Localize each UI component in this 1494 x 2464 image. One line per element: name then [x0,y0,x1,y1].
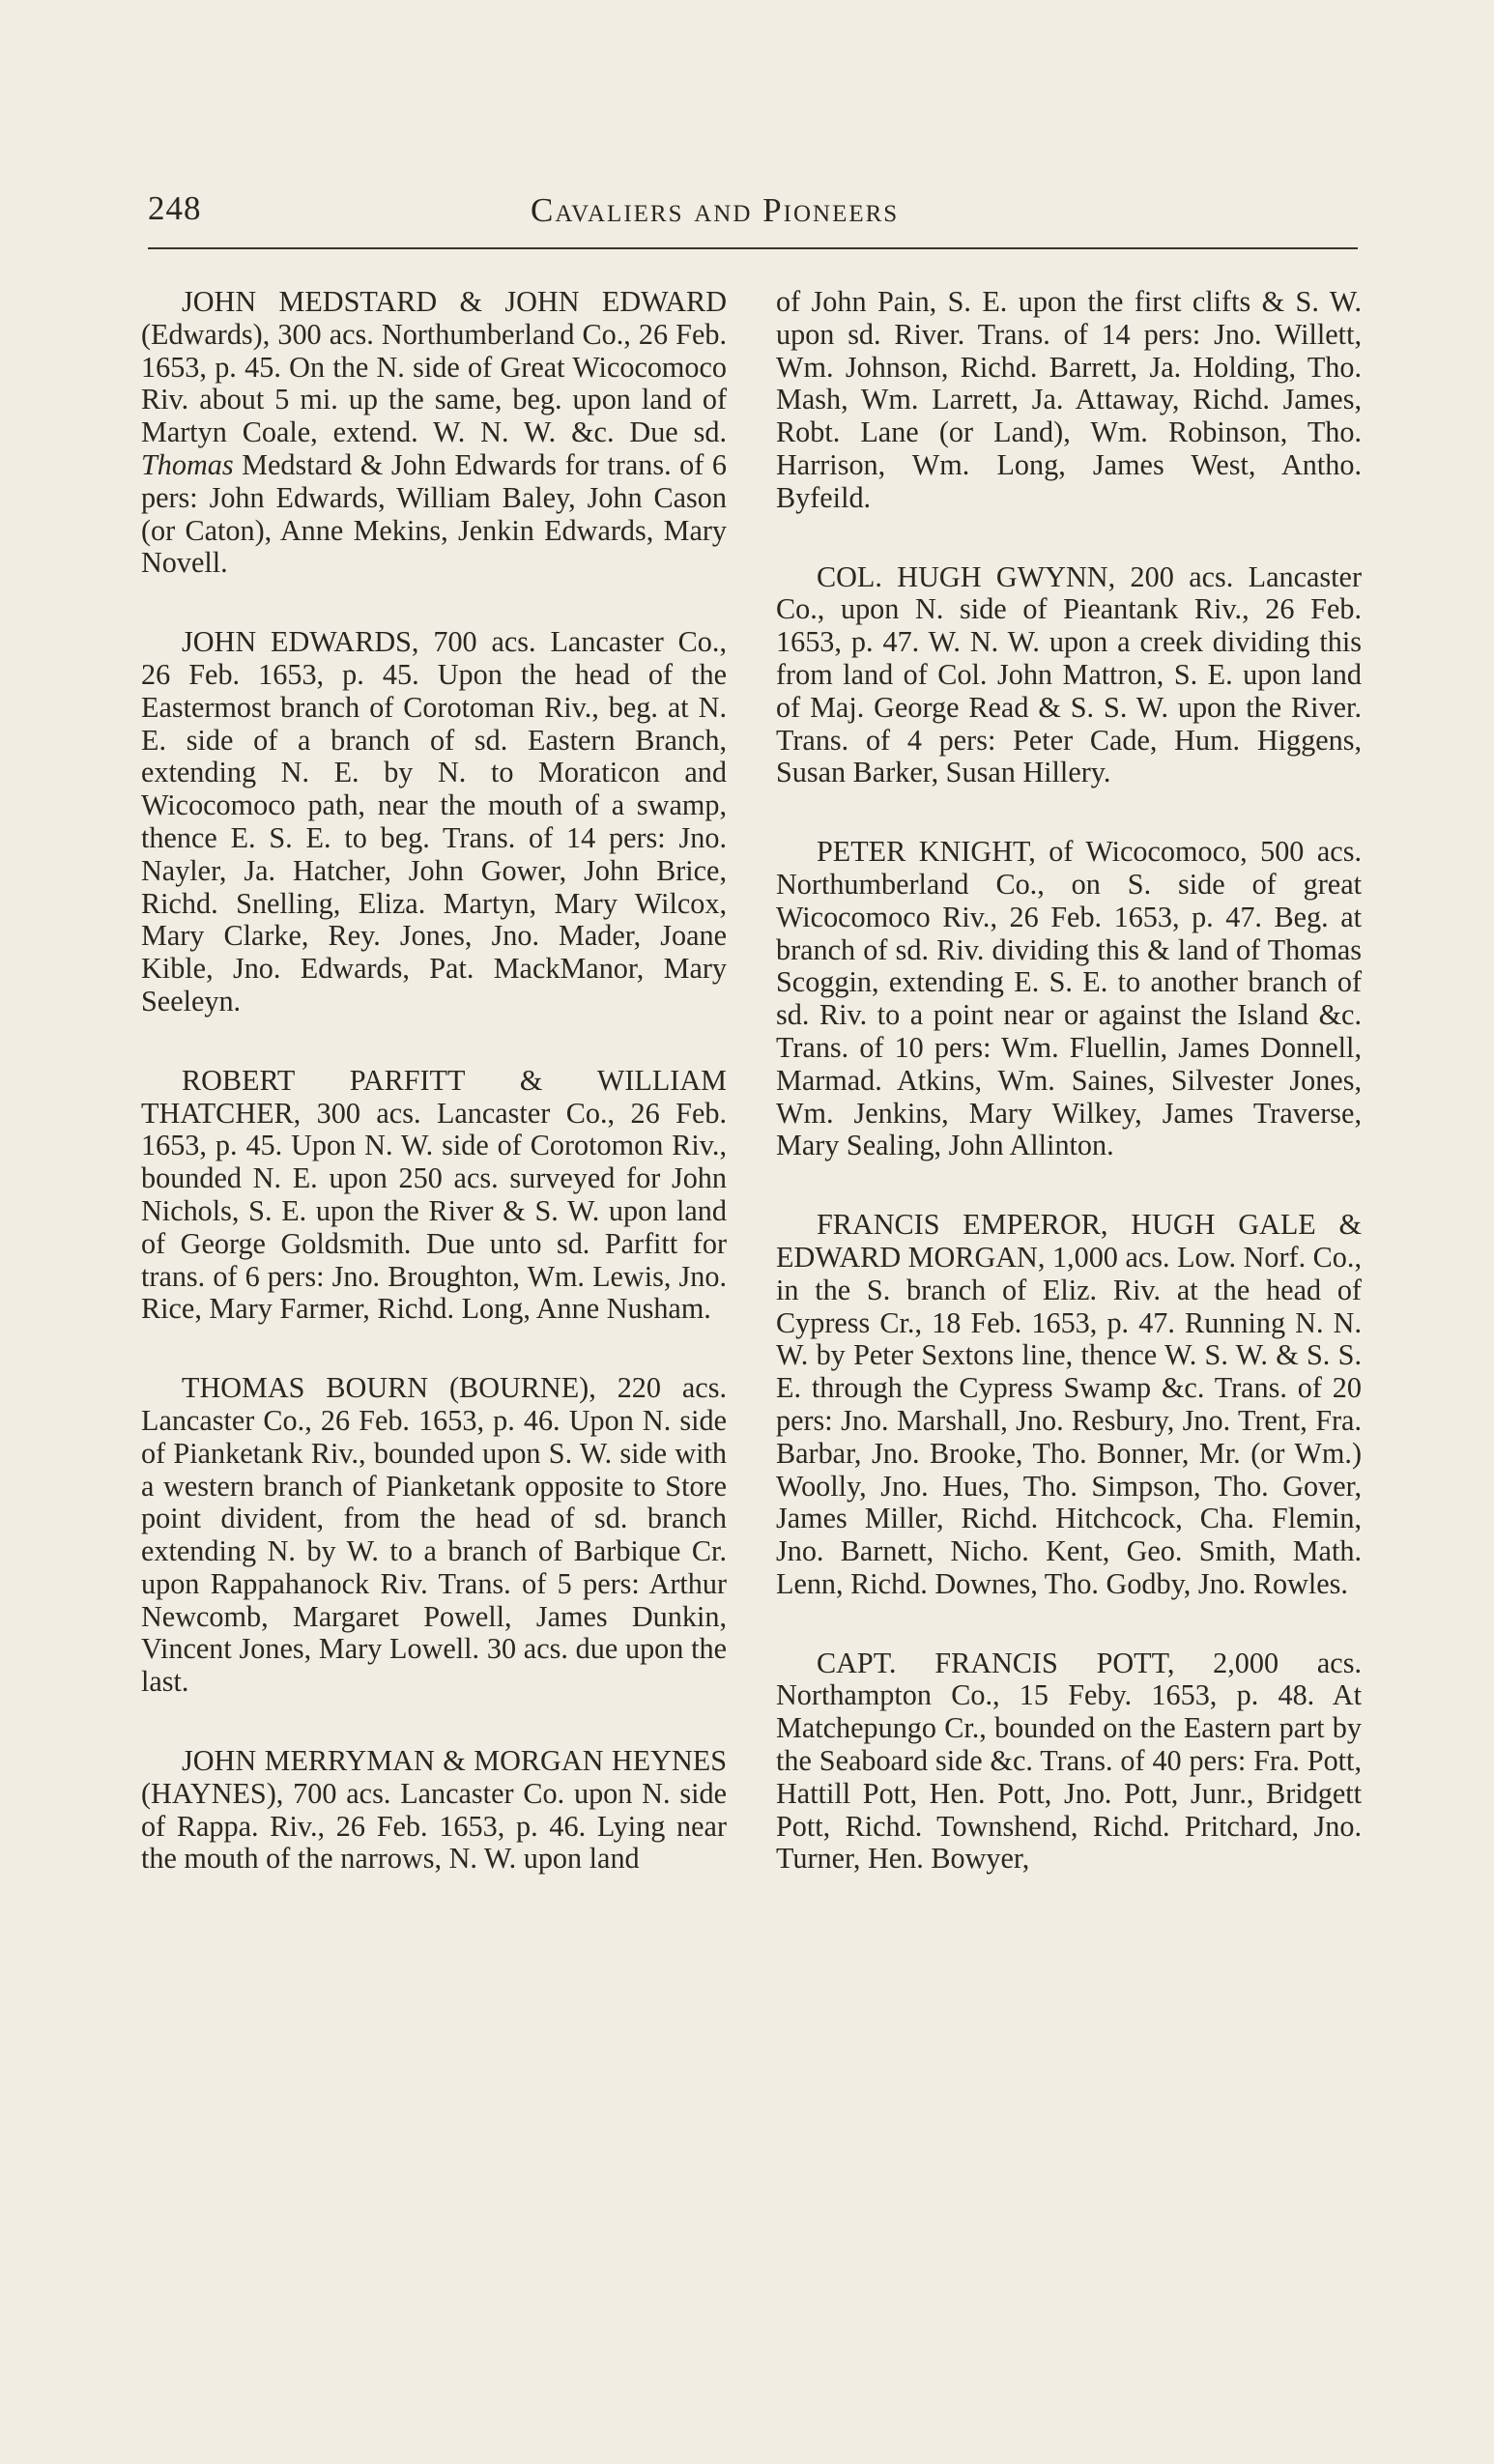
entry-text: JOHN MEDSTARD & JOHN EDWARD (Edwards), 300 acs. Northumberland Co., 26 Feb. 1653, p. 45. On the N. side of Great Wicocomoco Riv. about 5 mi. up the same, beg. upon land of Martyn Coale, extend. W. N. W. &c. Due sd. [141,285,727,449]
page-header [148,189,1358,257]
running-title: Cavaliers and Pioneers [531,191,900,229]
entry-hugh-gwynn: COL. HUGH GWYNN, 200 acs. Lancaster Co., upon N. side of Pieantank Riv., 26 Feb. 1653, p. 47. W. N. W. upon a creek dividing this from land of Col. John Mattron, S. E. upon land of Maj. George Read & S. S. W. upon the River. Trans. of 4 pers: Peter Cade, Hum. Higgens, Susan Barker, Susan Hillery. [776,559,1362,789]
entry-john-merryman: JOHN MERRYMAN & MORGAN HEYNES (HAYNES), 700 acs. Lancaster Co. upon N. side of Rappa. Riv., 26 Feb. 1653, p. 46. Lying near the mouth of the narrows, N. W. upon land [141,1744,727,1876]
page-number: 248 [148,189,202,227]
entry-peter-knight: PETER KNIGHT, of Wicocomoco, 500 acs. Northumberland Co., on S. side of great Wicocomoco Riv., 26 Feb. 1653, p. 47. Beg. at branch of sd. Riv. dividing this & land of Thomas Scoggin, extending E. S. E. to another branch of sd. Riv. to a point near or against the Island &c. Trans. of 10 pers: Wm. Fluellin, James Donnell, Marmad. Atkins, Wm. Saines, Silvester Jones, Wm. Jenkins, Mary Wilkey, James Traverse, Mary Sealing, John Allinton. [776,835,1362,1162]
entry-thomas-bourn: THOMAS BOURN (BOURNE), 220 acs. Lancaster Co., 26 Feb. 1653, p. 46. Upon N. side of Pianketank Riv., bounded upon S. W. side with a western branch of Pianketank opposite to Store point divident, from the head of sd. branch extending N. by W. to a branch of Barbique Cr. upon Rappahanock Riv. Trans. of 5 pers: Arthur Newcomb, Margaret Powell, James Dunkin, Vincent Jones, Mary Lowell. 30 acs. due upon the last. [141,1371,727,1699]
entry-john-merryman-continued: of John Pain, S. E. upon the first clifts & S. W. upon sd. River. Trans. of 14 pers: Jno. Willett, Wm. Johnson, Richd. Barrett, Ja. Holding, Tho. Mash, Wm. Larrett, Ja. Attaway, Richd. James, Robt. Lane (or Land), Wm. Robinson, Tho. Harrison, Wm. Long, James West, Antho. Byfeild. [776,285,1362,514]
entry-text: Medstard & John Edwards for trans. of 6 pers: John Edwards, William Baley, John Cason (or Caton), Anne Mekins, Jenkin Edwards, Mary Novell. [141,447,727,580]
entry-italic-name: Thomas [141,447,234,481]
entry-john-medstard [141,286,727,580]
entry-john-edwards: JOHN EDWARDS, 700 acs. Lancaster Co., 26 Feb. 1653, p. 45. Upon the head of the Eastermost branch of Corotoman Riv., beg. at N. E. side of a branch of sd. Eastern Branch, extending N. E. by N. to Moraticon and Wicocomoco path, near the mouth of a swamp, thence E. S. E. to beg. Trans. of 14 pers: Jno. Nayler, Ja. Hatcher, John Gower, John Brice, Richd. Snelling, Eliza. Martyn, Mary Wilcox, Mary Clarke, Rey. Jones, Jno. Mader, Joane Kible, Jno. Edwards, Pat. MackManor, Mary Seeleyn. [141,625,727,1017]
header-rule [148,247,1358,249]
entry-francis-emperor: FRANCIS EMPEROR, HUGH GALE & EDWARD MORGAN, 1,000 acs. Low. Norf. Co., in the S. branch of Eliz. Riv. at the head of Cypress Cr., 18 Feb. 1653, p. 47. Running N. N. W. by Peter Sextons line, thence W. S. W. & S. S. E. through the Cypress Swamp &c. Trans. of 20 pers: Jno. Marshall, Jno. Resbury, Jno. Trent, Fra. Barbar, Jno. Brooke, Tho. Bonner, Mr. (or Wm.) Woolly, Jno. Hues, Tho. Simpson, Tho. Gover, James Miller, Richd. Hitchcock, Cha. Flemin, Jno. Barnett, Nicho. Kent, Geo. Smith, Math. Lenn, Richd. Downes, Tho. Godby, Jno. Rowles. [776,1208,1362,1600]
right-column [776,286,1362,1922]
entry-francis-pott: CAPT. FRANCIS POTT, 2,000 acs. Northampton Co., 15 Feby. 1653, p. 48. At Matchepungo Cr., bounded on the Eastern part by the Seaboard side &c. Trans. of 40 pers: Fra. Pott, Hattill Pott, Hen. Pott, Jno. Pott, Junr., Bridgett Pott, Richd. Townshend, Richd. Pritchard, Jno. Turner, Hen. Bowyer, [776,1646,1362,1876]
left-column [141,286,727,1922]
entry-robert-parfitt: ROBERT PARFITT & WILLIAM THATCHER, 300 acs. Lancaster Co., 26 Feb. 1653, p. 45. Upon N. W. side of Corotomon Riv., bounded N. E. upon 250 acs. surveyed for John Nichols, S. E. upon the River & S. W. upon land of George Goldsmith. Due unto sd. Parfitt for trans. of 6 pers: Jno. Broughton, Wm. Lewis, Jno. Rice, Mary Farmer, Richd. Long, Anne Nusham. [141,1063,727,1326]
